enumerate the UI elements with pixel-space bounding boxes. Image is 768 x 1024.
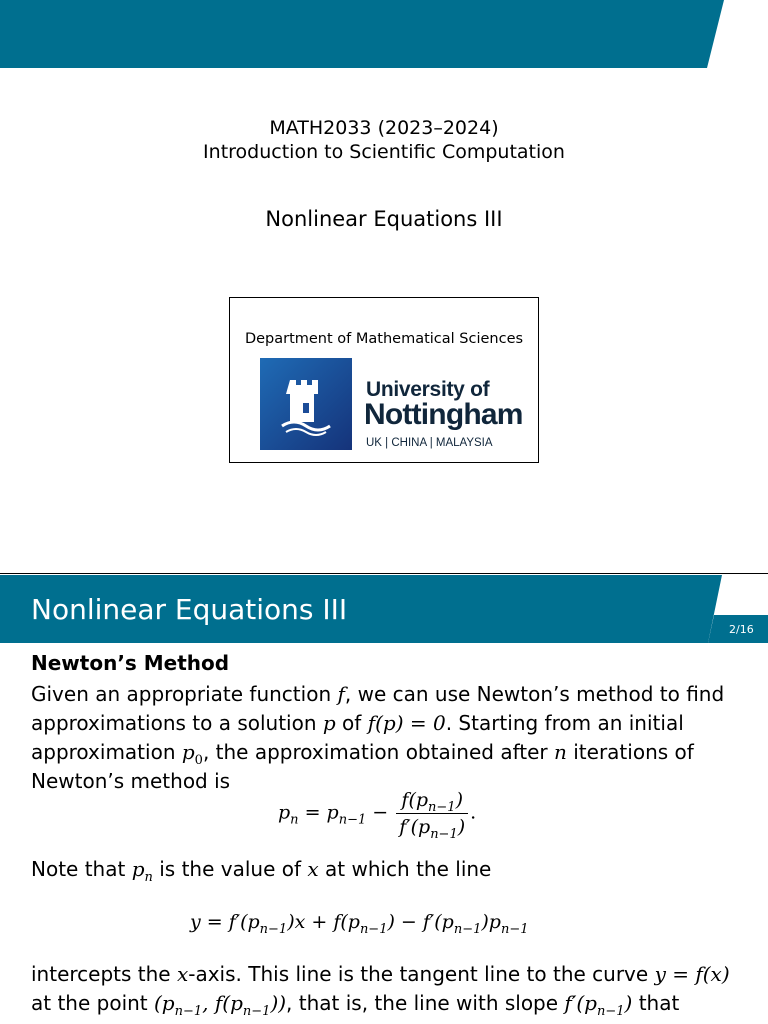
paragraph-line-1: Given an appropriate function f, we can use Newton’s method to find [31, 682, 725, 706]
paragraph-line-7: at the point ($p_{n-1}$, $f(p_{n-1})$), that is, the line with slope $f'(p_{n-1})$ that [31, 991, 680, 1019]
course-code: MATH2033 [269, 117, 372, 139]
fraction-denominator: $f'(p_{n-1})$ [399, 816, 466, 842]
paragraph-line-3: approximation $p_0$, the approximation obtained after n iterations of [31, 740, 694, 768]
slide-title: Nonlinear Equations III [31, 593, 348, 626]
university-campuses: UK | CHINA | MALAYSIA [366, 437, 493, 449]
university-logo-box [229, 297, 539, 463]
header-band [0, 0, 768, 68]
paragraph-line-5: Note that $p_n$ is the value of x at which the line [31, 857, 492, 885]
fraction [396, 789, 468, 842]
course-year: (2023–2024) [377, 117, 499, 139]
university-name-line2: Nottingham [364, 398, 523, 431]
fraction-numerator: $f(p_{n-1})$ [396, 789, 468, 814]
university-name-line1: University of [366, 378, 490, 401]
lecture-title: Nonlinear Equations III [265, 207, 503, 231]
course-code-line [0, 116, 768, 140]
section-heading: Newton’s Method [31, 651, 230, 675]
university-crest-icon [260, 358, 352, 450]
content-slide [0, 575, 768, 1024]
department-name: Department of Mathematical Sciences [244, 331, 524, 347]
tangent-line-equation: $y = f'(p_{n-1})x + f(p_{n-1}) - f'(p_{n-1})p_{n-1}$ [190, 911, 529, 937]
page-number: 2/16 [729, 623, 754, 636]
newton-iteration-equation: $p_n = p_{n-1}$ − $\frac{f(p_{n-1})}{f'(p_{n-1})}$ . [278, 789, 477, 842]
paragraph-line-4: Newton’s method is [31, 769, 231, 793]
paragraph-line-6: intercepts the x-axis. This line is the tangent line to the curve y = f(x) [31, 962, 730, 986]
paragraph-line-2: approximations to a solution p of f(p) = 0. Starting from an initial [31, 711, 684, 735]
course-name: Introduction to Scientific Computation [203, 141, 565, 163]
